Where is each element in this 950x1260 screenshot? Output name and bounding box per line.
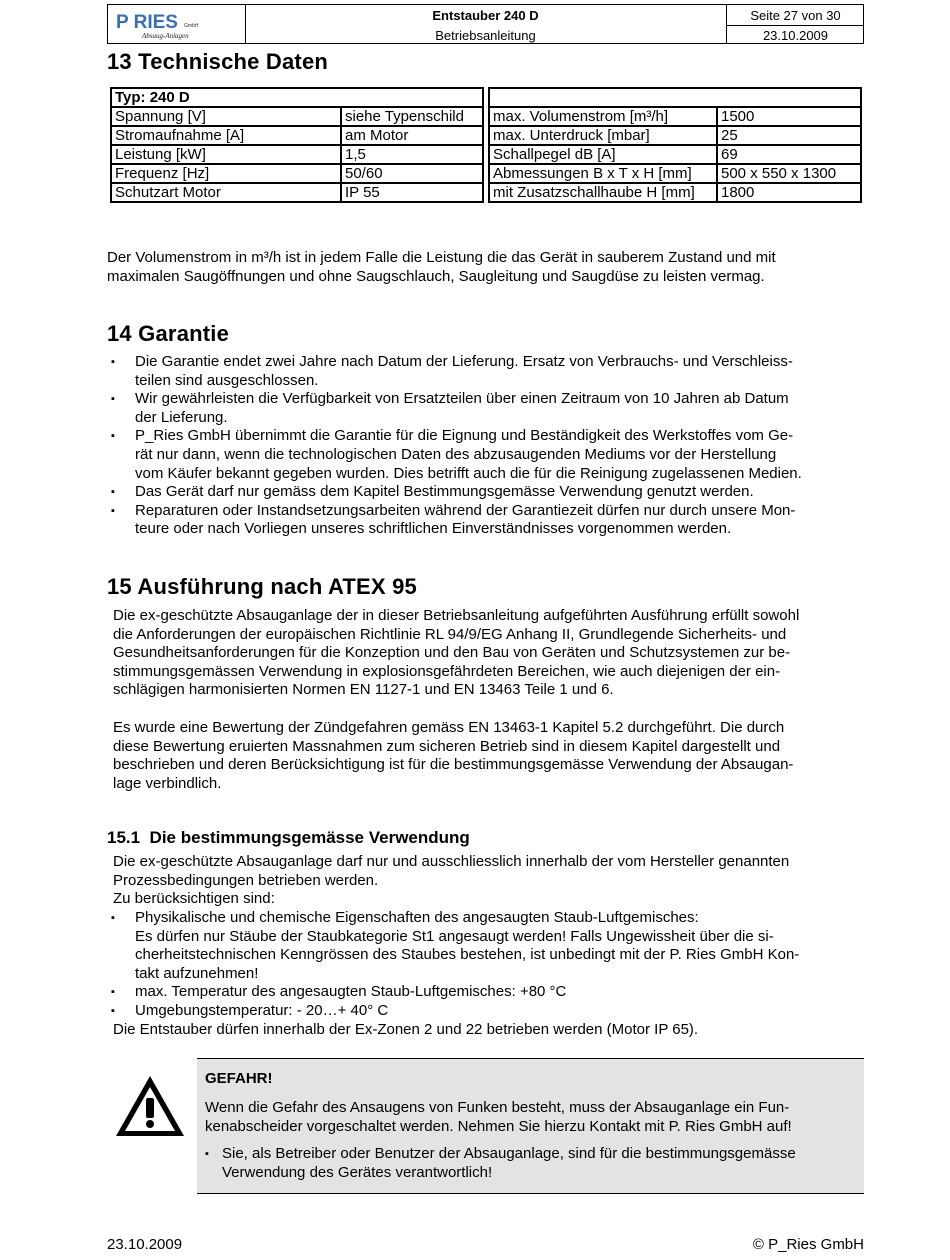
atex-paragraph-1: Die ex-geschützte Absauganlage der in dieser Betriebsanleitung aufgeführten Ausführung erfüllt sowohl die Anforderungen der europäischen Richtlinie RL 94/9/EG Anhang II, Grundlegende Sicherheits- und Gesundheitsanforderungen für die Konzeption und den Bau von Geräten und Schutzsystemen zur be- stimmungsgemässen Verwendung in explosionsgefährdeten Bereichen, wie auch diejenigen der ein- schlägigen harmonisierten Normen EN 1127-1 und EN 13463 Teile 1 und 6. xyxy=(113,607,800,699)
table-cell: Schutzart Motor xyxy=(111,183,341,202)
document-subtitle: Betriebsanleitung xyxy=(435,28,536,43)
table-cell: 500 x 550 x 1300 xyxy=(717,164,861,183)
company-logo xyxy=(108,5,246,43)
table-cell: max. Volumenstrom [m³/h] xyxy=(489,107,717,126)
page-header xyxy=(107,4,864,44)
table-cell: IP 55 xyxy=(341,183,483,202)
list-item: ▪ Umgebungstemperatur: - 20…+ 40° C xyxy=(107,1002,867,1021)
warning-text: Wenn die Gefahr des Ansaugens von Funken besteht, muss der Absauganlage ein Fun- kenabscheider vorgeschaltet werden. Nehmen Sie hierzu Kontakt mit P. Ries GmbH auf! xyxy=(205,1099,792,1135)
footer-copyright: © P_Ries GmbH xyxy=(752,1236,864,1253)
list-item: ▪ Die Garantie endet zwei Jahre nach Datum der Lieferung. Ersatz von Verbrauchs- und Verschleiss- teilen sind ausgeschlossen. xyxy=(107,353,867,390)
specs-table-right xyxy=(488,87,862,203)
list-item: ▪ Wir gewährleisten die Verfügbarkeit von Ersatzteilen über einen Zeitraum von 10 Jahren ab Datum der Lieferung. xyxy=(107,390,867,427)
page-number: Seite 27 von 30 xyxy=(750,8,841,23)
table-cell: mit Zusatzschallhaube H [mm] xyxy=(489,183,717,202)
table-cell: 1500 xyxy=(717,107,861,126)
footer-date: 23.10.2009 xyxy=(107,1236,183,1253)
table-cell: Frequenz [Hz] xyxy=(111,164,341,183)
ex-zones-note: Die Entstauber dürfen innerhalb der Ex-Zonen 2 und 22 betrieben werden (Motor IP 65). xyxy=(113,1021,699,1038)
header-date: 23.10.2009 xyxy=(762,28,829,43)
list-item: ▪ Reparaturen oder Instandsetzungsarbeiten während der Garantiezeit dürfen nur durch unsere Mon- teure oder nach Vorliegen unseres schriftlichen Einverständnisses vorgenommen werden. xyxy=(107,502,867,539)
table-cell: Leistung [kW] xyxy=(111,145,341,164)
warning-triangle-icon xyxy=(112,1072,188,1140)
svg-text:Absaug-Anlagen: Absaug-Anlagen xyxy=(142,32,189,40)
intended-use-intro: Die ex-geschützte Absauganlage darf nur und ausschliesslich innerhalb der vom Hersteller genannten Prozessbedingungen betrieben werden. Zu berücksichtigen sind: xyxy=(113,853,790,908)
table-cell: am Motor xyxy=(341,126,483,145)
table-cell: 1,5 xyxy=(341,145,483,164)
danger-warning-box xyxy=(197,1058,864,1194)
table-cell: 25 xyxy=(717,126,861,145)
table-cell: Abmessungen B x T x H [mm] xyxy=(489,164,717,183)
atex-paragraph-2: Es wurde eine Bewertung der Zündgefahren gemäss EN 13463-1 Kapitel 5.2 durchgeführt. Die durch diese Bewertung eruierten Massnahmen zum sicheren Betrieb sind in diesem Kapitel dargestellt und beschrieben und deren Berücksichtigung ist für die bestimmungsgemässe Verwendung der Absaugan- lage verbindlich. xyxy=(113,719,794,792)
section-13-heading: 13 Technische Daten xyxy=(107,49,329,74)
table-cell: Schallpegel dB [A] xyxy=(489,145,717,164)
warranty-list xyxy=(107,353,867,539)
table-cell: siehe Typenschild xyxy=(341,107,483,126)
list-item: ▪ Physikalische und chemische Eigenschaften des angesaugten Staub-Luftgemisches: Es dürfen nur Stäube der Staubkategorie St1 angesaugt werden! Falls Ungewissheit über die si- cherheitstechnischen Kenngrössen des Staubes bestehen, ist unbedingt mit der P. Ries GmbH Kon- takt aufzunehmen! xyxy=(107,909,867,983)
list-item: ▪ Sie, als Betreiber oder Benutzer der Absauganlage, sind für die bestimmungsgemässe Verwendung des Gerätes verantwortlich! xyxy=(197,1145,857,1182)
list-item: ▪ P_Ries GmbH übernimmt die Garantie für die Eignung und Beständigkeit des Werkstoffes vom Ge- rät nur dann, wenn die technologischen Daten des abzusaugenden Mediums vor der Herstellung vom Käufer bekannt gegeben wurden. Dies betrifft auch die für die Reinigung zugelassenen Medien. xyxy=(107,427,867,483)
warning-title: GEFAHR! xyxy=(205,1070,273,1087)
specs-table-left xyxy=(110,87,484,203)
warning-list xyxy=(197,1145,857,1182)
document-title: Entstauber 240 D xyxy=(432,8,539,23)
table-cell: 1800 xyxy=(717,183,861,202)
section-14-heading: 14 Garantie xyxy=(107,321,230,346)
table-cell: 50/60 xyxy=(341,164,483,183)
svg-text:GmbH: GmbH xyxy=(184,23,199,29)
intended-use-list xyxy=(107,909,867,1021)
list-item: ▪ Das Gerät darf nur gemäss dem Kapitel Bestimmungsgemässe Verwendung genutzt werden. xyxy=(107,483,867,502)
list-item: ▪ max. Temperatur des angesaugten Staub-Luftgemisches: +80 °C xyxy=(107,983,867,1002)
svg-text:P RIES: P RIES xyxy=(116,12,178,33)
table-title: Typ: 240 D xyxy=(111,88,483,107)
section-15-heading: 15 Ausführung nach ATEX 95 xyxy=(107,574,417,599)
table-cell: max. Unterdruck [mbar] xyxy=(489,126,717,145)
table-cell: Spannung [V] xyxy=(111,107,341,126)
section-15-1-heading: 15.1 Die bestimmungsgemässe Verwendung xyxy=(107,828,470,847)
volume-note: Der Volumenstrom in m³/h ist in jedem Falle die Leistung die das Gerät in sauberem Zustand und mit maximalen Saugöffnungen und ohne Saugschlauch, Saugleitung und Saugdüse zu leisten vermag. xyxy=(107,249,776,285)
table-cell: Stromaufnahme [A] xyxy=(111,126,341,145)
table-cell: 69 xyxy=(717,145,861,164)
